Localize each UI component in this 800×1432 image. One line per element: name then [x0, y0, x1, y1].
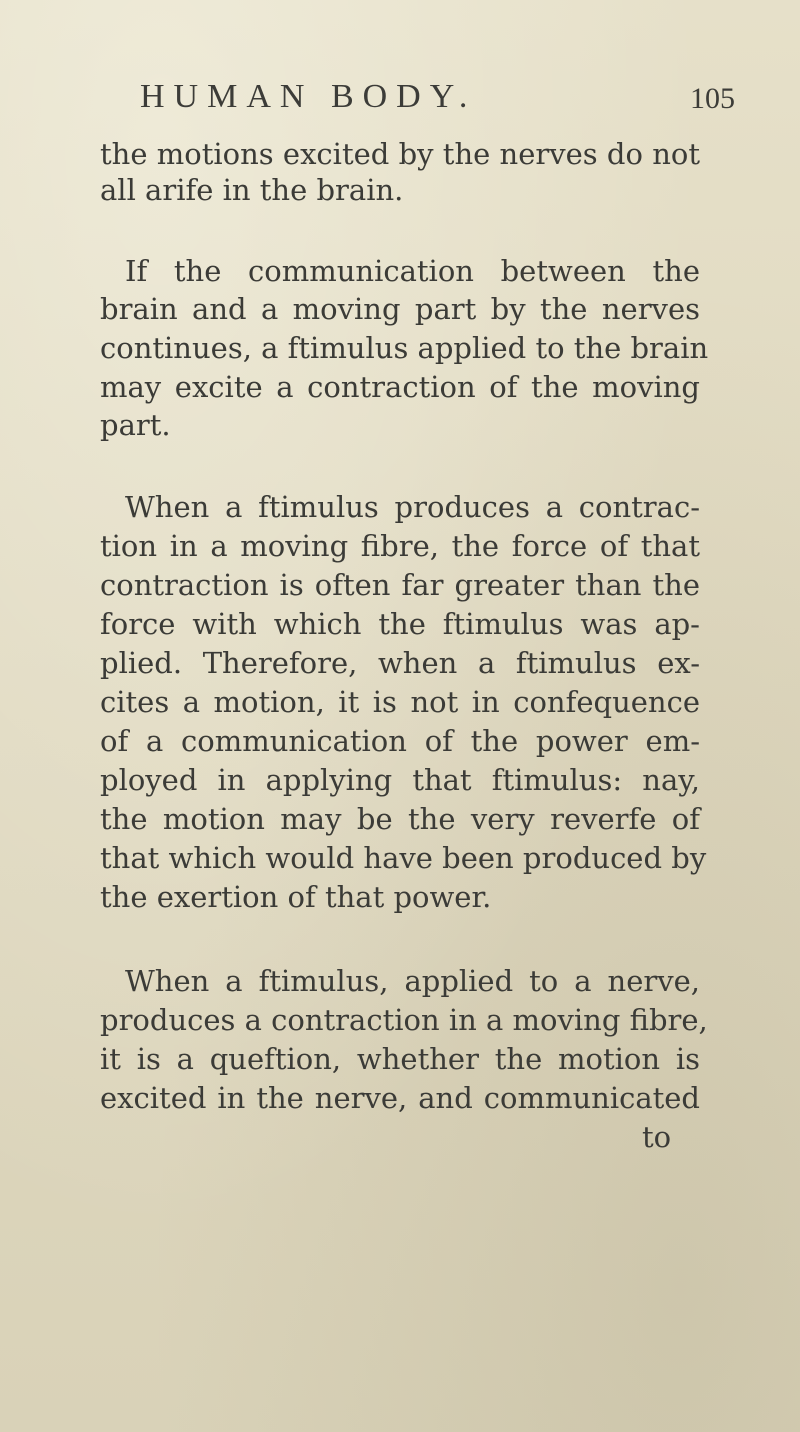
- text-line: part.: [100, 408, 171, 442]
- text-line: brain and a moving part by the nerves: [100, 292, 700, 326]
- text-line: produces a contraction in a moving fibre,: [100, 1003, 708, 1037]
- text-line: tion in a moving fibre, the force of that: [100, 529, 700, 563]
- text-line: it is a queftion, whether the motion is: [100, 1042, 700, 1076]
- running-head: HUMAN BODY.: [140, 78, 477, 115]
- text-line: the motion may be the very reverfe of: [100, 802, 700, 836]
- catchword: to: [642, 1120, 672, 1154]
- text-line: of a communication of the power em-: [100, 724, 700, 758]
- text-line: excited in the nerve, and communicated: [100, 1081, 700, 1115]
- text-line: may excite a contraction of the moving: [100, 370, 700, 404]
- text-line: If the communication between the: [125, 254, 700, 288]
- text-line: When a ftimulus produces a contrac-: [125, 490, 700, 524]
- text-line: the exertion of that power.: [100, 880, 492, 914]
- text-line: ployed in applying that ftimulus: nay,: [100, 763, 700, 797]
- page-number: 105: [690, 82, 735, 115]
- text-line: contraction is often far greater than the: [100, 568, 700, 602]
- text-line: plied. Therefore, when a ftimulus ex-: [100, 646, 700, 680]
- text-line: When a ftimulus, applied to a nerve,: [125, 964, 700, 998]
- text-line: the motions excited by the nerves do not: [100, 137, 700, 171]
- text-line: cites a motion, it is not in confequence: [100, 685, 700, 719]
- text-line: all arife in the brain.: [100, 173, 404, 207]
- text-line: continues, a ftimulus applied to the brain: [100, 331, 709, 365]
- text-line: that which would have been produced by: [100, 841, 707, 875]
- text-line: force with which the ftimulus was ap-: [100, 607, 700, 641]
